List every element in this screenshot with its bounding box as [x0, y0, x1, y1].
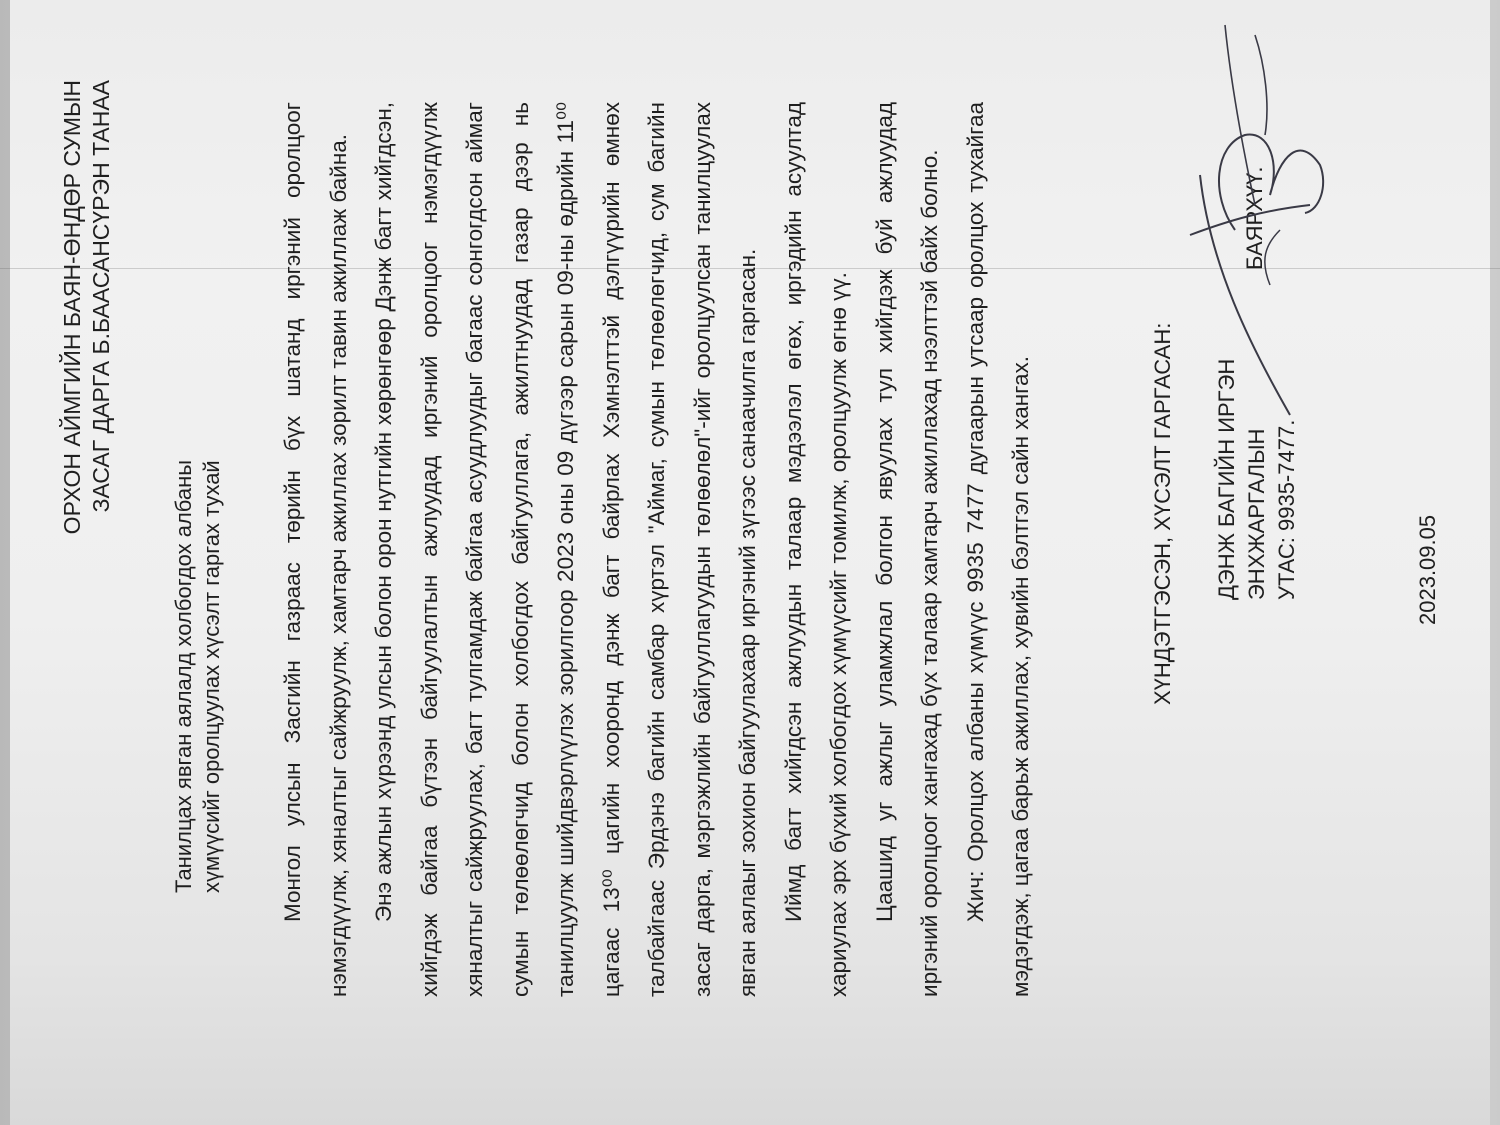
sender-phone: УТАС: 9935-7477.	[1274, 419, 1299, 600]
body-paragraph: Энэ ажлын хүрээнд улсын болон орон нутгийн хөрөнгөөр Дэнж багт хийгдсэн, хийгдэж байгаа бүтээн байгуулалтын ажлуудад иргэний оролцоог нэмэгдүүлж хяналтыг сайжруулах, багт тулгамдаж байгаа асуудлуудыг багаас сонгогдсон аймаг сумын төлөөлөгчид болон холбогдох байгууллага, ажилтнуудад газар дээр нь танилцуулж шийдвэрлүүлэх зорилгоор 2023 оны 09 дүгээр сарын 09-ны өдрийн 11⁰⁰ цагаас 13⁰⁰ цагийн хооронд дэнж багт байрлах Хэмнэлттэй дэлгүүрийн өмнөх талбайгаас Эрдэнэ багийн самбар хүртэл "Аймаг, сумын төлөөлөгчид, сум багийн засаг дарга, мэргэжлийн байгууллагуудын төлөөлөл"-ийг оролцуулсан танилцуулах явган аялаыг зохион байгуулахаар иргэний зүгээс санаачилга гаргасан.	[371, 102, 760, 997]
handwritten-signature-icon	[1170, 15, 1330, 435]
addressee-line: ОРХОН АЙМГИЙН БАЯН-ӨНДӨР СУМЫН	[59, 80, 85, 535]
body-paragraph: Монгол улсын Засгийн газраас төрийн бүх шатанд иргэний оролцоог нэмэгдүүлж, хяналтыг сайжруулж, хамтарч ажиллах зорилт тавин ажиллаж байна.	[280, 102, 351, 997]
body-paragraph: Жич: Оролцох албаны хүмүүс 9935 7477 дугаарын утсаар оролцох тухайгаа мэдэгдэж, цагаа барьж ажиллах, хувийн бэлтгэл сайн хангах.	[962, 102, 1033, 997]
letter-body	[270, 102, 1044, 997]
body-paragraph: Иймд багт хийгдсэн ажлуудын талаар мэдээлэл өгөх, иргэдийн асуултад хариулах эрх бүхий холбогдох хүмүүсийг томилж, оролцуулж өгнө үү.	[780, 102, 851, 997]
subject-block	[170, 193, 226, 893]
sender-line: ДЭНЖ БАГИЙН ИРГЭН	[1214, 358, 1239, 600]
sender-line: ЭНХЖАРГАЛЫН	[1244, 428, 1269, 600]
body-paragraph: Цаашид уг ажлыг уламжлал болгон явуулах тул хийгдэж буй ажлуудад иргэний оролцоог хангахад бүх талаар хамтарч ажиллахад нээлттэй байх болно.	[871, 102, 942, 997]
subject-line: Танилцах явган аялалд холбогдох албаны	[171, 459, 196, 893]
addressee-block	[58, 80, 116, 1125]
sender-name: БАЯРХҮҮ.	[1242, 166, 1267, 270]
subject-line: хүмүүсийг оролцуулах хүсэлт гаргах тухай	[199, 460, 224, 893]
closing-line: ХҮНДЭТГЭСЭН, ХҮСЭЛТ ГАРГАСАН:	[1150, 322, 1175, 705]
letter-date: 2023.09.05	[1415, 514, 1440, 625]
addressee-line: ЗАСАГ ДАРГА Б.БААСАНСҮРЭН ТАНАА	[88, 80, 114, 513]
